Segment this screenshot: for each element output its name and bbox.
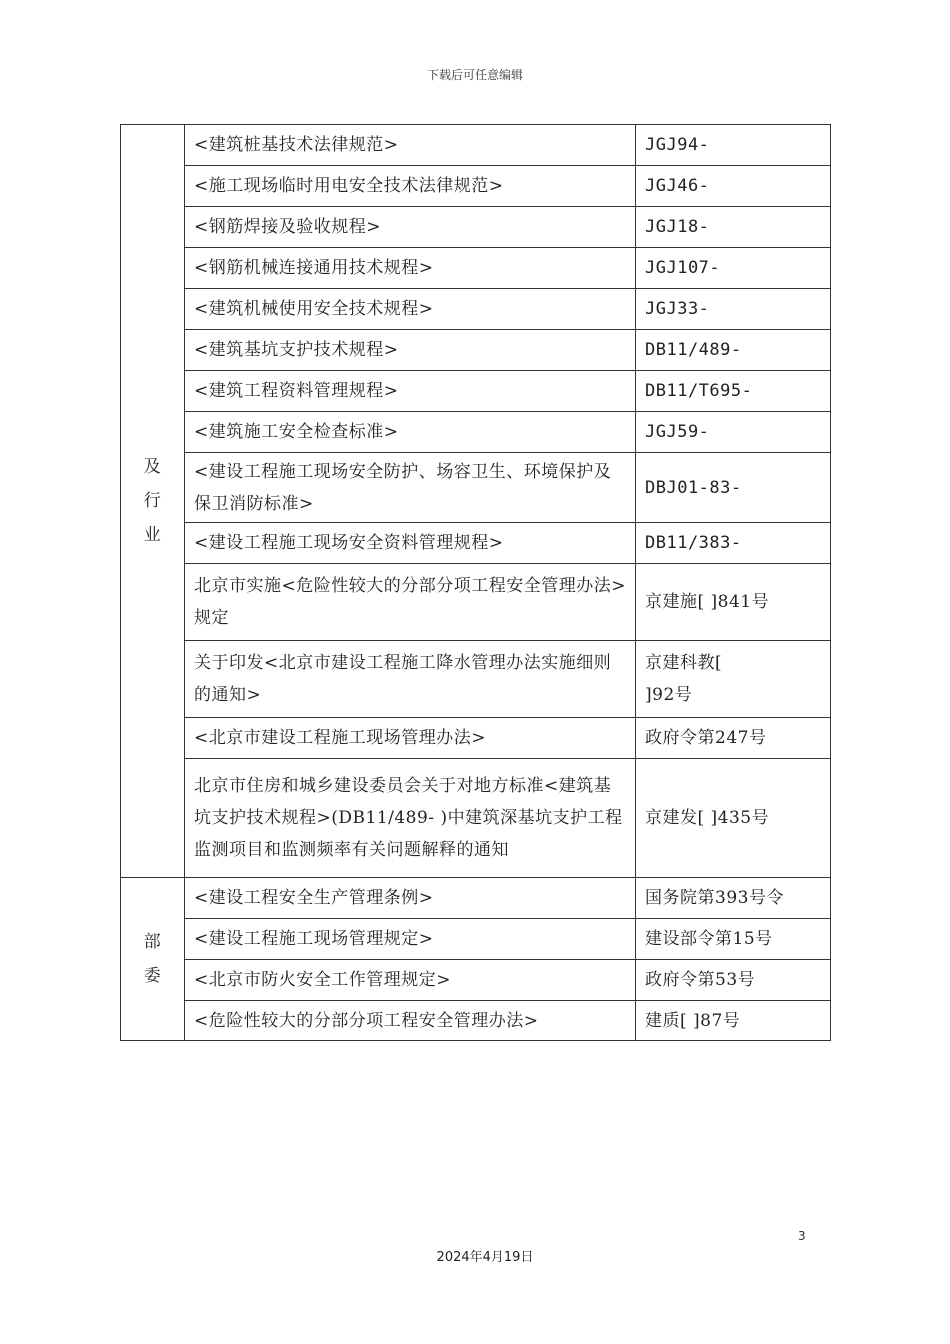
regulation-code: DB11/489- (636, 330, 831, 371)
regulation-code: DB11/T695- (636, 371, 831, 412)
regulation-name: <建筑桩基技术法律规范> (185, 125, 636, 166)
category-label: 部委 (143, 932, 162, 986)
regulation-code: 政府令第247号 (636, 718, 831, 759)
table-row (121, 641, 831, 718)
regulation-code: 京建发[ ]435号 (636, 759, 831, 878)
regulation-name: <危险性较大的分部分项工程安全管理办法> (185, 1001, 636, 1041)
table-row (121, 919, 831, 960)
footer-date: 2024年4月19日 (436, 1250, 534, 1265)
category-cell (121, 125, 185, 878)
regulation-name: <施工现场临时用电安全技术法律规范> (185, 166, 636, 207)
table-row (121, 960, 831, 1001)
regulation-code: DB11/383- (636, 523, 831, 564)
regulation-code: JGJ59- (636, 412, 831, 453)
table-row (121, 759, 831, 878)
regulation-code: 政府令第53号 (636, 960, 831, 1001)
regulation-name: <建设工程施工现场安全防护、场容卫生、环境保护及保卫消防标准> (185, 453, 636, 523)
regulation-code: JGJ107- (636, 248, 831, 289)
regulation-name: <北京市防火安全工作管理规定> (185, 960, 636, 1001)
page-header: 下载后可任意编辑 (426, 68, 523, 82)
table-row (121, 289, 831, 330)
regulation-code: JGJ46- (636, 166, 831, 207)
regulation-code: 建设部令第15号 (636, 919, 831, 960)
regulation-code: JGJ94- (636, 125, 831, 166)
regulation-name: <建设工程施工现场管理规定> (185, 919, 636, 960)
table-row (121, 523, 831, 564)
regulation-code: JGJ18- (636, 207, 831, 248)
regulation-name: <建筑施工安全检查标准> (185, 412, 636, 453)
regulation-name: <建筑工程资料管理规程> (185, 371, 636, 412)
category-label: 及行业 (143, 457, 162, 545)
regulation-code: DBJ01-83- (636, 453, 831, 523)
regulation-name: <建设工程安全生产管理条例> (185, 878, 636, 919)
table-row (121, 330, 831, 371)
table-row (121, 878, 831, 919)
regulation-name: 关于印发<北京市建设工程施工降水管理办法实施细则的通知> (185, 641, 636, 718)
regulation-name: <建设工程施工现场安全资料管理规程> (185, 523, 636, 564)
table-row (121, 125, 831, 166)
regulation-name: <钢筋焊接及验收规程> (185, 207, 636, 248)
regulation-name: <钢筋机械连接通用技术规程> (185, 248, 636, 289)
regulation-code: 国务院第393号令 (636, 878, 831, 919)
regulation-name: <建筑基坑支护技术规程> (185, 330, 636, 371)
table-row (121, 207, 831, 248)
table-row (121, 1001, 831, 1041)
regulations-table (120, 124, 831, 1041)
regulation-name: 北京市住房和城乡建设委员会关于对地方标准<建筑基坑支护技术规程>(DB11/489- )中建筑深基坑支护工程监测项目和监测频率有关问题解释的通知 (185, 759, 636, 878)
regulation-name: <建筑机械使用安全技术规程> (185, 289, 636, 330)
page-number: 3 (798, 1229, 806, 1243)
table-row (121, 564, 831, 641)
regulation-code: JGJ33- (636, 289, 831, 330)
regulation-name: <北京市建设工程施工现场管理办法> (185, 718, 636, 759)
table-row (121, 248, 831, 289)
regulation-code: 京建施[ ]841号 (636, 564, 831, 641)
category-cell (121, 878, 185, 1041)
table-row (121, 718, 831, 759)
table-row (121, 453, 831, 523)
regulation-code: 建质[ ]87号 (636, 1001, 831, 1041)
table-row (121, 371, 831, 412)
regulation-name: 北京市实施<危险性较大的分部分项工程安全管理办法>规定 (185, 564, 636, 641)
table-row (121, 166, 831, 207)
regulation-code: 京建科教[ ]92号 (636, 641, 831, 718)
table-row (121, 412, 831, 453)
